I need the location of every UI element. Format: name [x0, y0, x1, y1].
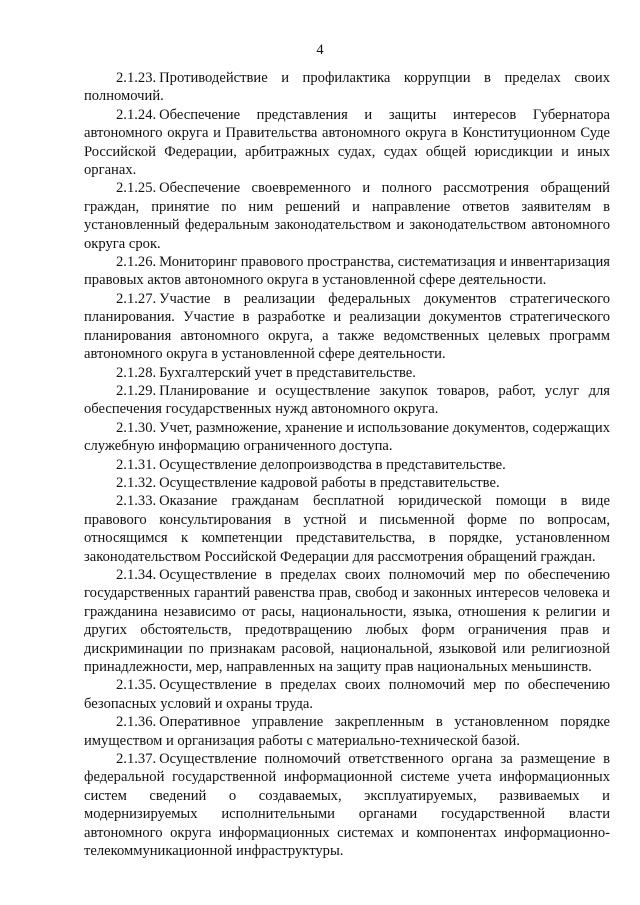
clause-text: Противодействие и профилактика коррупции в пределах своих полномочий. [84, 70, 610, 105]
clause-number: 2.1.27. [116, 290, 157, 307]
paragraph-2-1-23 [84, 69, 610, 106]
page-number: 4 [316, 42, 324, 58]
clause-number: 2.1.35. [116, 677, 157, 694]
clause-number: 2.1.29. [116, 382, 157, 399]
paragraph-2-1-34 [84, 566, 610, 676]
clause-number: 2.1.37. [116, 751, 157, 768]
clause-text: Осуществление делопроизводства в представительстве. [159, 456, 506, 473]
clause-text: Мониторинг правового пространства, систематизация и инвентаризация правовых актов автономного округа в установленной сфере деятельности. [84, 254, 610, 289]
clause-number: 2.1.28. [116, 364, 157, 381]
clause-text: Осуществление в пределах своих полномочий мер по обеспечению безопасных условий и охраны труда. [84, 677, 610, 712]
paragraph-2-1-36 [84, 713, 610, 750]
paragraph-2-1-33 [84, 492, 610, 566]
clause-number: 2.1.31. [116, 456, 157, 473]
clause-text: Оказание гражданам бесплатной юридической помощи в виде правового консультирования в устной и письменной форме по вопросам, относящимся к компетенции представительства, в порядке, установленном законодательством Российской Федерации для рассмотрения обращений граждан. [84, 493, 610, 565]
paragraph-2-1-37 [84, 750, 610, 860]
clause-number: 2.1.23. [116, 70, 157, 86]
clause-number: 2.1.30. [116, 419, 157, 436]
clause-text: Участие в реализации федеральных документов стратегического планирования. Участие в разработке и реализации документов стратегического планирования автономного округа, а также ведомственных целевых программ автономного округа в установленной сфере деятельности. [84, 290, 610, 363]
paragraph-2-1-25 [84, 179, 610, 253]
clause-number: 2.1.36. [116, 714, 157, 731]
paragraph-2-1-28 [84, 364, 610, 382]
clause-text: Учет, размножение, хранение и использование документов, содержащих служебную информацию ограниченного доступа. [84, 419, 610, 455]
paragraph-2-1-35 [84, 676, 610, 713]
paragraph-2-1-26 [84, 253, 610, 290]
clause-number: 2.1.24. [116, 106, 157, 123]
clause-text: Планирование и осуществление закупок товаров, работ, услуг для обеспечения государственных нужд автономного округа. [84, 382, 610, 418]
clause-number: 2.1.32. [116, 474, 157, 491]
paragraph-2-1-31 [84, 456, 610, 474]
paragraph-2-1-32 [84, 474, 610, 492]
paragraph-2-1-29 [84, 382, 610, 419]
clause-number: 2.1.34. [116, 566, 157, 583]
clause-text: Оперативное управление закрепленным в установленном порядке имуществом и организация работы с материально-технической базой. [84, 714, 610, 749]
clause-text: Обеспечение представления и защиты интересов Губернатора автономного округа и Правительства автономного округа в Конституционном Суде Российской Федерации, арбитражных судах, судах общей юрисдикции и иных органах. [84, 106, 610, 179]
clause-number: 2.1.25. [116, 180, 157, 197]
clause-number: 2.1.26. [116, 254, 157, 271]
paragraph-2-1-27 [84, 290, 610, 364]
clause-text: Осуществление кадровой работы в представительстве. [159, 474, 500, 491]
paragraph-2-1-30 [84, 419, 610, 456]
clause-text: Осуществление в пределах своих полномочий мер по обеспечению государственных гарантий равенства прав, свобод и законных интересов человека и гражданина независимо от расы, национальности, языка, отношения к религии и других обстоятельств, предотвращению любых форм ограничения прав и дискриминации по признакам расовой, национальной, языковой или религиозной принадлежности, мер, направленных на защиту прав национальных меньшинств. [84, 566, 610, 675]
clause-text: Бухгалтерский учет в представительстве. [159, 364, 416, 381]
clause-number: 2.1.33. [116, 493, 157, 510]
paragraph-2-1-24 [84, 106, 610, 180]
clause-text: Обеспечение своевременного и полного рассмотрения обращений граждан, принятие по ним решений и направление ответов заявителям в установленный федеральным законодательством и законодательством автономного округа срок. [84, 180, 610, 252]
document-body [84, 69, 610, 860]
clause-text: Осуществление полномочий ответственного органа за размещение в федеральной государственной информационной системе учета информационных систем сведений о создаваемых, эксплуатируемых, развиваемых и модернизируемых исполнительными органами государственной власти автономного округа информационных системах и компонентах информационно-телекоммуникационной инфраструктуры. [84, 751, 610, 860]
